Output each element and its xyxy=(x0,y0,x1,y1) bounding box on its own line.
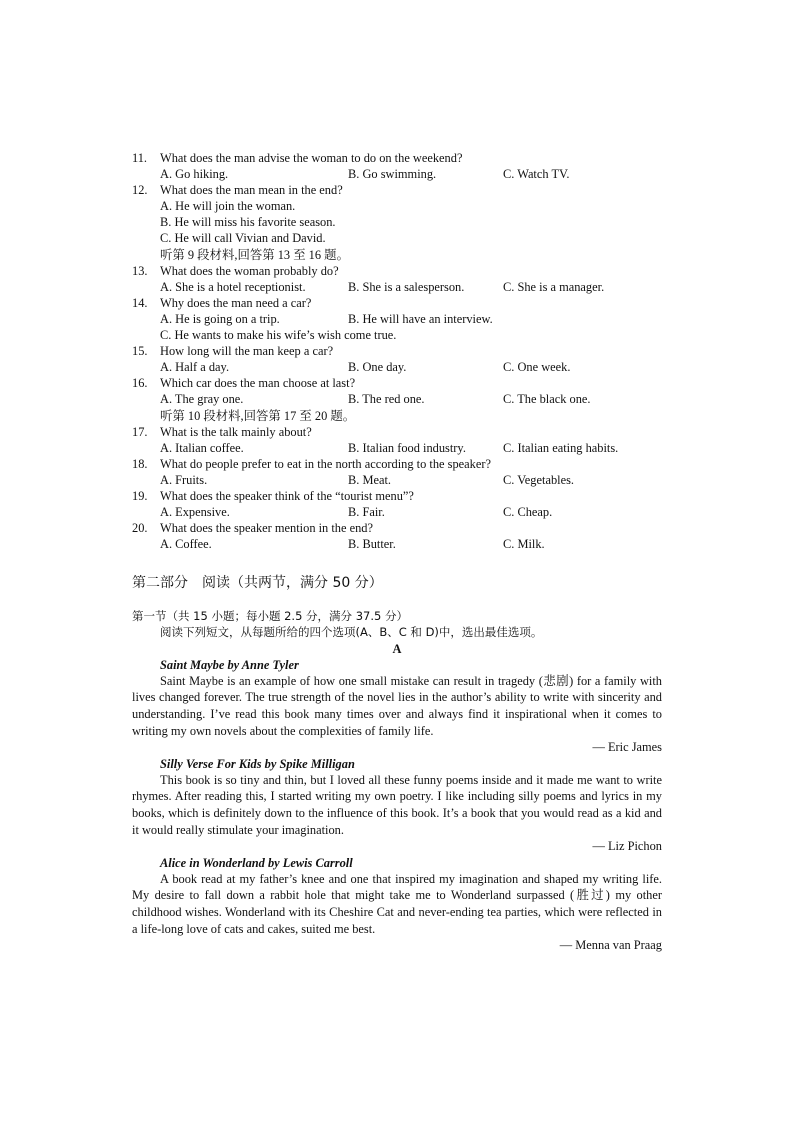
book-review-text: A book read at my father’s knee and one that inspired my imagination and shaped my writing life. My desire to fall down a rabbit hole that might take me to Wonderland surpassed (胜过) my other childhood wishes. Wonderland with its Cheshire Cat and never-ending tea parties, which were reflected in a life-long love of cats and cakes, suited me best. xyxy=(132,871,662,936)
question-number: 11. xyxy=(132,151,148,165)
question-text: What is the talk mainly about? xyxy=(160,424,312,439)
book-review xyxy=(132,657,662,756)
question-number: 12. xyxy=(132,183,148,198)
question-text: What does the man advise the woman to do on the weekend? xyxy=(160,151,463,165)
answer-option: A. Italian coffee. xyxy=(160,440,244,455)
book-review-text: Saint Maybe is an example of how one small mistake can result in tragedy (悲剧) for a family with lives changed forever. The true strength of the novel lies in the author’s ability to write with sincerity and understanding. I’ve read this book many times over and always find it inspirational when it comes to writing my own novels about the complexities of family life. xyxy=(132,673,662,738)
answer-option: B. The red one. xyxy=(348,392,425,407)
answer-option: A. The gray one. xyxy=(160,392,244,407)
book-title: Saint Maybe by Anne Tyler xyxy=(160,657,299,672)
answer-option: C. Italian eating habits. xyxy=(503,440,619,455)
answer-option: A. Coffee. xyxy=(160,537,212,552)
book-review xyxy=(132,756,662,855)
question-text: What do people prefer to eat in the north according to the speaker? xyxy=(160,456,491,471)
options-row xyxy=(132,472,662,488)
options-row xyxy=(132,311,662,327)
answer-option: B. Meat. xyxy=(348,472,392,487)
answer-option: B. Go swimming. xyxy=(348,167,437,182)
options-row xyxy=(132,327,662,343)
review-author: — Liz Pichon xyxy=(592,839,662,854)
question xyxy=(132,488,662,504)
options-row xyxy=(132,279,662,295)
answer-option: A. He is going on a trip. xyxy=(160,311,280,326)
book-review-text: This book is so tiny and thin, but I loved all these funny poems inside and it made me want to write rhymes. After reading this, I started writing my own poetry. I like including silly poems and lyrics in my books, which is definitely down to the influence of this book. It’s a book that you would read as a kid and it would really stimulate your imagination. xyxy=(132,772,662,837)
section-note-text: 听第 10 段材料,回答第 17 至 20 题。 xyxy=(160,408,356,423)
review-author: — Menna van Praag xyxy=(559,938,662,953)
options-row xyxy=(132,536,662,552)
answer-option: C. Watch TV. xyxy=(503,167,570,182)
options-row xyxy=(132,440,662,456)
section-note-text: 听第 9 段材料,回答第 13 至 16 题。 xyxy=(160,247,349,262)
answer-option: A. Expensive. xyxy=(160,505,230,520)
passage-letter: A xyxy=(392,641,402,656)
question-text: What does the speaker mention in the end? xyxy=(160,521,373,536)
review-author: — Eric James xyxy=(592,740,662,755)
answer-option: B. He will have an interview. xyxy=(348,311,493,326)
book-title: Alice in Wonderland by Lewis Carroll xyxy=(160,855,353,870)
question-text: How long will the man keep a car? xyxy=(160,344,334,359)
answer-option: A. He will join the woman. xyxy=(160,199,296,214)
options-row xyxy=(132,391,662,407)
listening-questions xyxy=(132,150,662,552)
answer-option: C. He wants to make his wife’s wish come true. xyxy=(160,328,397,343)
question-number: 20. xyxy=(132,521,148,536)
book-review xyxy=(132,855,662,954)
answer-option: B. Italian food industry. xyxy=(348,440,466,455)
subsection-title: 第一节（共 15 小题；每小题 2.5 分，满分 37.5 分） xyxy=(132,609,408,624)
question xyxy=(132,456,662,472)
question-number: 15. xyxy=(132,344,148,359)
answer-option: A. Half a day. xyxy=(160,360,230,375)
answer-option: B. Fair. xyxy=(348,505,385,520)
answer-option: C. Vegetables. xyxy=(503,472,575,487)
instructions: 阅读下列短文，从每题所给的四个选项(A、B、C 和 D)中，选出最佳选项。 xyxy=(160,625,543,640)
answer-option: B. One day. xyxy=(348,360,407,375)
answer-option: C. The black one. xyxy=(503,392,591,407)
question xyxy=(132,182,662,198)
answer-option: C. She is a manager. xyxy=(503,279,605,294)
options-row xyxy=(132,230,662,246)
question xyxy=(132,150,662,166)
question xyxy=(132,263,662,279)
question-text: What does the woman probably do? xyxy=(160,263,339,278)
section-note xyxy=(132,247,662,263)
question-number: 13. xyxy=(132,263,148,278)
question-text: What does the speaker think of the “tourist menu”? xyxy=(160,488,414,503)
answer-option: B. She is a salesperson. xyxy=(348,279,465,294)
question-number: 14. xyxy=(132,295,148,310)
answer-option: B. He will miss his favorite season. xyxy=(160,215,336,230)
question xyxy=(132,520,662,536)
question xyxy=(132,424,662,440)
options-row xyxy=(132,214,662,230)
section-title: 第二部分 阅读（共两节，满分 50 分） xyxy=(132,575,383,592)
answer-option: A. Fruits. xyxy=(160,472,208,487)
section-note xyxy=(132,408,662,424)
question-number: 16. xyxy=(132,376,148,391)
answer-option: C. One week. xyxy=(503,360,571,375)
answer-option: C. Cheap. xyxy=(503,505,553,520)
question-number: 17. xyxy=(132,424,148,439)
question-text: Why does the man need a car? xyxy=(160,295,312,310)
question xyxy=(132,295,662,311)
question-text: Which car does the man choose at last? xyxy=(160,376,356,391)
answer-option: B. Butter. xyxy=(348,537,396,552)
options-row xyxy=(132,166,662,182)
answer-option: C. Milk. xyxy=(503,537,545,552)
question-text: What does the man mean in the end? xyxy=(160,183,343,198)
question-number: 19. xyxy=(132,488,148,503)
options-row xyxy=(132,198,662,214)
answer-option: A. She is a hotel receptionist. xyxy=(160,279,306,294)
question xyxy=(132,375,662,391)
question xyxy=(132,343,662,359)
answer-option: A. Go hiking. xyxy=(160,167,229,182)
exam-page xyxy=(132,150,662,954)
options-row xyxy=(132,504,662,520)
question-number: 18. xyxy=(132,456,148,471)
options-row xyxy=(132,359,662,375)
book-title: Silly Verse For Kids by Spike Milligan xyxy=(160,756,355,771)
answer-option: C. He will call Vivian and David. xyxy=(160,231,326,246)
